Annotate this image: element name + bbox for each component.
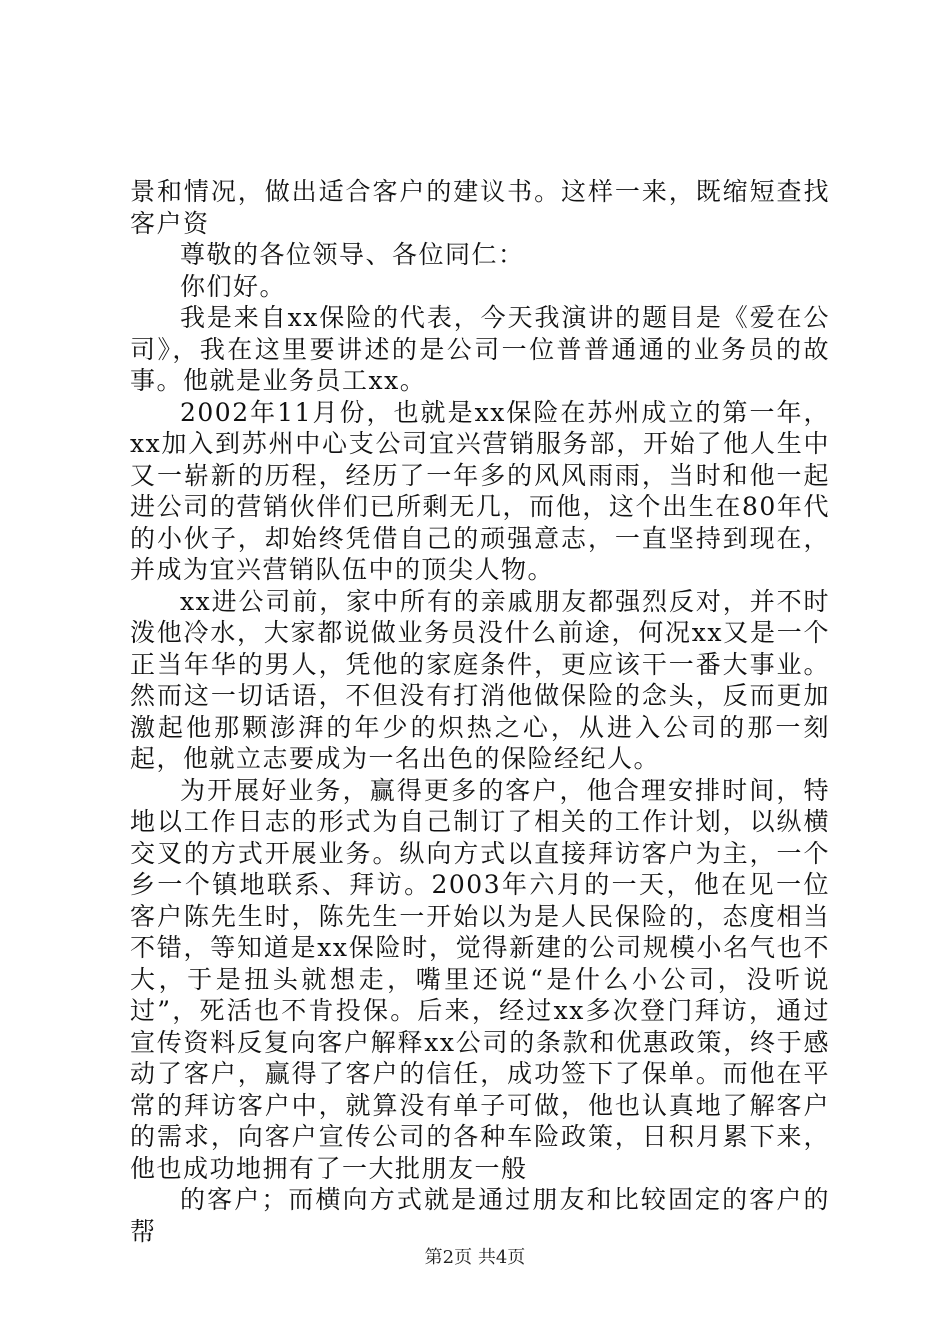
page-footer: 第2页 共4页	[424, 1247, 526, 1268]
paragraph-fragment-top: 景和情况，做出适合客户的建议书。这样一来，既缩短查找客户资	[130, 177, 830, 238]
paragraph-history: 2002年11月份，也就是xx保险在苏州成立的第一年，xx加入到苏州中心支公司宜兴营销服务部，开始了他人生中又一崭新的历程，经历了一年多的风风雨雨，当时和他一起进公司的营销伙伴们已所剩无几，而他，这个出生在80年代的小伙子，却始终凭借自己的顽强意志，一直坚持到现在，并成为宜兴营销队伍中的顶尖人物。	[130, 397, 830, 584]
document-body	[130, 176, 830, 1247]
paragraph-business-approach: 为开展好业务，赢得更多的客户，他合理安排时间，特地以工作日志的形式为自己制订了相关的工作计划，以纵横交叉的方式开展业务。纵向方式以直接拜访客户为主，一个乡一个镇地联系、拜访。2003年六月的一天，他在见一位客户陈先生时，陈先生一开始以为是人民保险的，态度相当不错，等知道是xx保险时，觉得新建的公司规模小名气也不大，于是扭头就想走，嘴里还说“是什么小公司，没听说过”，死活也不肯投保。后来，经过xx多次登门拜访，通过宣传资料反复向客户解释xx公司的条款和优惠政策，终于感动了客户，赢得了客户的信任，成功签下了保单。而他在平常的拜访客户中，就算没有单子可做，他也认真地了解客户的需求，向客户宣传公司的各种车险政策，日积月累下来，他也成功地拥有了一大批朋友一般	[130, 775, 830, 1183]
paragraph-family-opposition: xx进公司前，家中所有的亲戚朋友都强烈反对，并不时泼他冷水，大家都说做业务员没什么前途，何况xx又是一个正当年华的男人，凭他的家庭条件，更应该干一番大事业。然而这一切话语，不但没有打消他做保险的念头，反而更加激起他那颗澎湃的年少的炽热之心，从进入公司的那一刻起，他就立志要成为一名出色的保险经纪人。	[130, 586, 830, 773]
paragraph-horizontal-approach: 的客户；而横向方式就是通过朋友和比较固定的客户的帮	[130, 1185, 830, 1246]
paragraph-introduction: 我是来自xx保险的代表，今天我演讲的题目是《爱在公司》，我在这里要讲述的是公司一位普普通通的业务员的故事。他就是业务员工xx。	[130, 303, 830, 395]
paragraph-salutation: 尊敬的各位领导、各位同仁：	[180, 240, 525, 269]
paragraph-greeting: 你们好。	[180, 271, 287, 301]
